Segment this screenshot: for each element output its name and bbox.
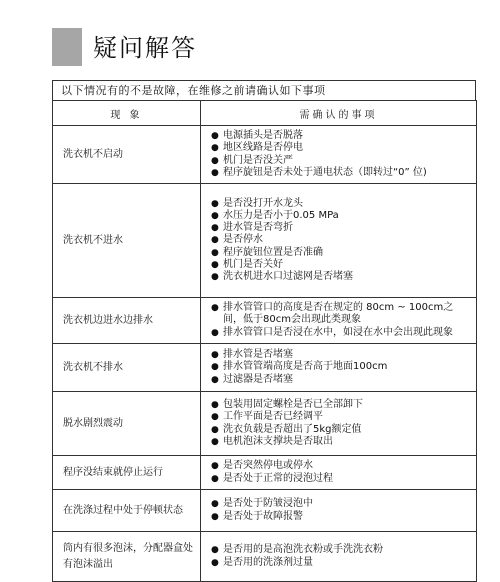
problem-cell: 在洗涤过程中处于停顿状态 [53,490,201,532]
checks-list [211,498,472,522]
check-item: ● 是否处于故障报警 [211,511,472,523]
problem-cell: 程序没结束就停止运行 [53,456,201,490]
table-row [53,126,477,184]
notice-text: 以下情况有的不是故障，在维修之前请确认如下事项 [52,80,476,100]
check-item: ● 电源插头是否脱落 [211,130,472,142]
column-header-checks: 需确认的事项 [201,101,477,126]
check-item: ● 排水管管口是否浸在水中，如浸在水中会出现此现象 [211,327,472,339]
checks-list [211,399,472,448]
check-item: ● 是否处于防皱浸泡中 [211,498,472,510]
checks-cell [201,298,477,344]
page-header [0,0,500,75]
check-item: ● 是否用的是高泡洗衣粉或手洗洗衣粉 [211,544,472,556]
table-row [53,392,477,456]
check-item: ● 洗衣负载是否超出了5kg额定值 [211,424,472,436]
table-row [53,298,477,344]
check-item: ● 工作平面是否已经调平 [211,411,472,423]
checks-list [211,460,472,484]
problem-cell: 筒内有很多泡沫，分配器盒处有泡沫溢出 [53,532,201,582]
title-marker [52,28,82,66]
check-item: ● 过滤器是否堵塞 [211,374,472,386]
check-item: ● 是否处于正常的浸泡过程 [211,473,472,485]
checks-cell [201,490,477,532]
check-item: ● 是否用的洗涤剂过量 [211,557,472,569]
check-item: ● 是否突然停电或停水 [211,460,472,472]
check-item: ● 排水管是否堵塞 [211,349,472,361]
problem-cell: 洗衣机不启动 [53,126,201,184]
checks-list [211,198,472,283]
check-item: ● 排水管管端高度是否高于地面100cm [211,361,472,373]
checks-cell [201,126,477,184]
check-item: ● 地区线路是否停电 [211,142,472,154]
check-item: ● 排水管管口的高度是否在规定的 80cm ~ 100cm之间，低于80cm会出现此类现象 [211,302,472,326]
checks-cell [201,532,477,582]
table-row [53,184,477,298]
checks-cell [201,392,477,456]
checks-cell [201,344,477,392]
checks-list [211,130,472,179]
column-header-problem: 现 象 [53,101,201,126]
page-title: 疑问解答 [93,34,197,62]
problem-cell: 洗衣机边进水边排水 [53,298,201,344]
check-item: ● 洗衣机进水口过滤网是否堵塞 [211,271,472,283]
checks-cell [201,456,477,490]
check-item: ● 包装用固定螺栓是否已全部卸下 [211,399,472,411]
problem-cell: 洗衣机不进水 [53,184,201,298]
table-row [53,490,477,532]
check-item: ● 电机泡沫支撑块是否取出 [211,436,472,448]
check-item: ● 机门是否关好 [211,259,472,271]
check-item: ● 是否停水 [211,234,472,246]
problem-cell: 脱水剧烈震动 [53,392,201,456]
checks-list [211,349,472,386]
check-item: ● 水压力是否小于0.05 MPa [211,210,472,222]
check-item: ● 是否没打开水龙头 [211,198,472,210]
checks-list [211,544,472,568]
check-item: ● 机门是否没关严 [211,155,472,167]
check-item: ● 进水管是否弯折 [211,222,472,234]
table-row [53,456,477,490]
check-item: ● 程序旋钮位置是否准确 [211,247,472,259]
checks-cell [201,184,477,298]
table-row [53,344,477,392]
check-item: ● 程序旋钮是否未处于通电状态（即转过“0” 位) [211,167,472,179]
checks-list [211,302,472,339]
table-row [53,532,477,582]
table-header-row [53,101,477,126]
troubleshooting-table [52,100,477,582]
problem-cell: 洗衣机不排水 [53,344,201,392]
